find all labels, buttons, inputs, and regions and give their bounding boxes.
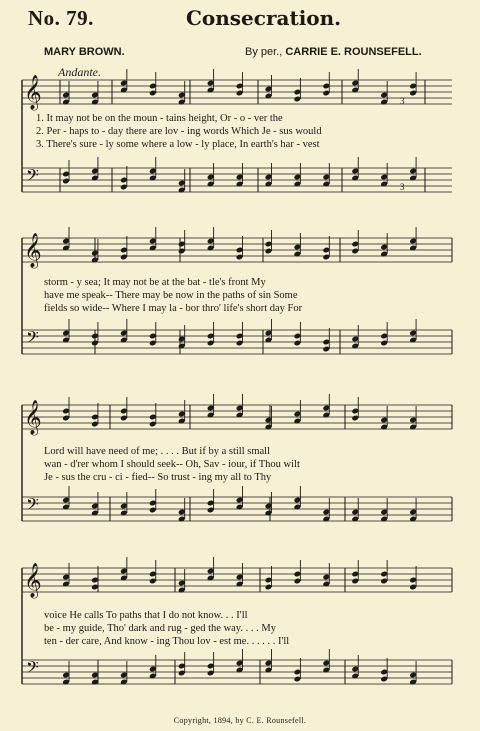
lyric-line: ten - der care, And know - ing Thou lov - est me. . . . . . I'll <box>44 636 290 647</box>
treble-clef-icon: 𝄞 <box>24 233 42 268</box>
composer-credit: MARY BROWN. <box>44 46 125 58</box>
lyric-line: Lord will have need of me; . . . . But if by a still small <box>44 446 271 457</box>
author-name: CARRIE E. ROUNSEFELL. <box>285 46 422 58</box>
lyric-line: wan - d'rer whom I should seek-- Oh, Sav - iour, if Thou wilt <box>44 459 300 470</box>
treble-clef-icon: 𝄞 <box>24 75 42 110</box>
lyric-line: voice He calls To paths that I do not know. . . I'll <box>44 610 248 621</box>
bass-clef-icon: 𝄢 <box>26 165 39 189</box>
lyric-line: 1. It may not be on the moun - tains height, Or - o - ver the <box>36 113 283 124</box>
treble-clef-icon: 𝄞 <box>24 563 42 598</box>
hymn-title: Consecration. <box>186 6 342 30</box>
lyric-line: Je - sus the cru - ci - fied-- So trust - ing my all to Thy <box>44 472 272 483</box>
tempo-marking: Andante. <box>58 65 101 79</box>
lyric-line: storm - y sea; It may not be at the bat - tle's front My <box>44 277 266 288</box>
bass-clef-icon: 𝄢 <box>26 327 39 351</box>
lyric-line: have me speak-- There may be now in the paths of sin Some <box>44 290 298 301</box>
treble-clef-icon: 𝄞 <box>24 400 42 435</box>
author-prefix: By per., <box>245 46 283 58</box>
lyric-line: fields so wide-- Where I may la - bor thro' life's short day For <box>44 303 303 314</box>
lyric-line: 2. Per - haps to - day there are lov - ing words Which Je - sus would <box>36 126 322 137</box>
triplet-mark: 3 <box>400 96 405 106</box>
bass-clef-icon: 𝄢 <box>26 494 39 518</box>
bass-clef-icon: 𝄢 <box>26 657 39 681</box>
triplet-mark: 3 <box>400 182 405 192</box>
hymn-number: No. 79. <box>28 6 94 30</box>
copyright-notice: Copyright, 1894, by C. E. Rounsefell. <box>173 716 307 725</box>
lyric-line: 3. There's sure - ly some where a low - ly place, In earth's har - vest <box>36 139 320 150</box>
lyric-line: be - my guide, Tho' dark and rug - ged the way. . . . My <box>44 623 276 634</box>
